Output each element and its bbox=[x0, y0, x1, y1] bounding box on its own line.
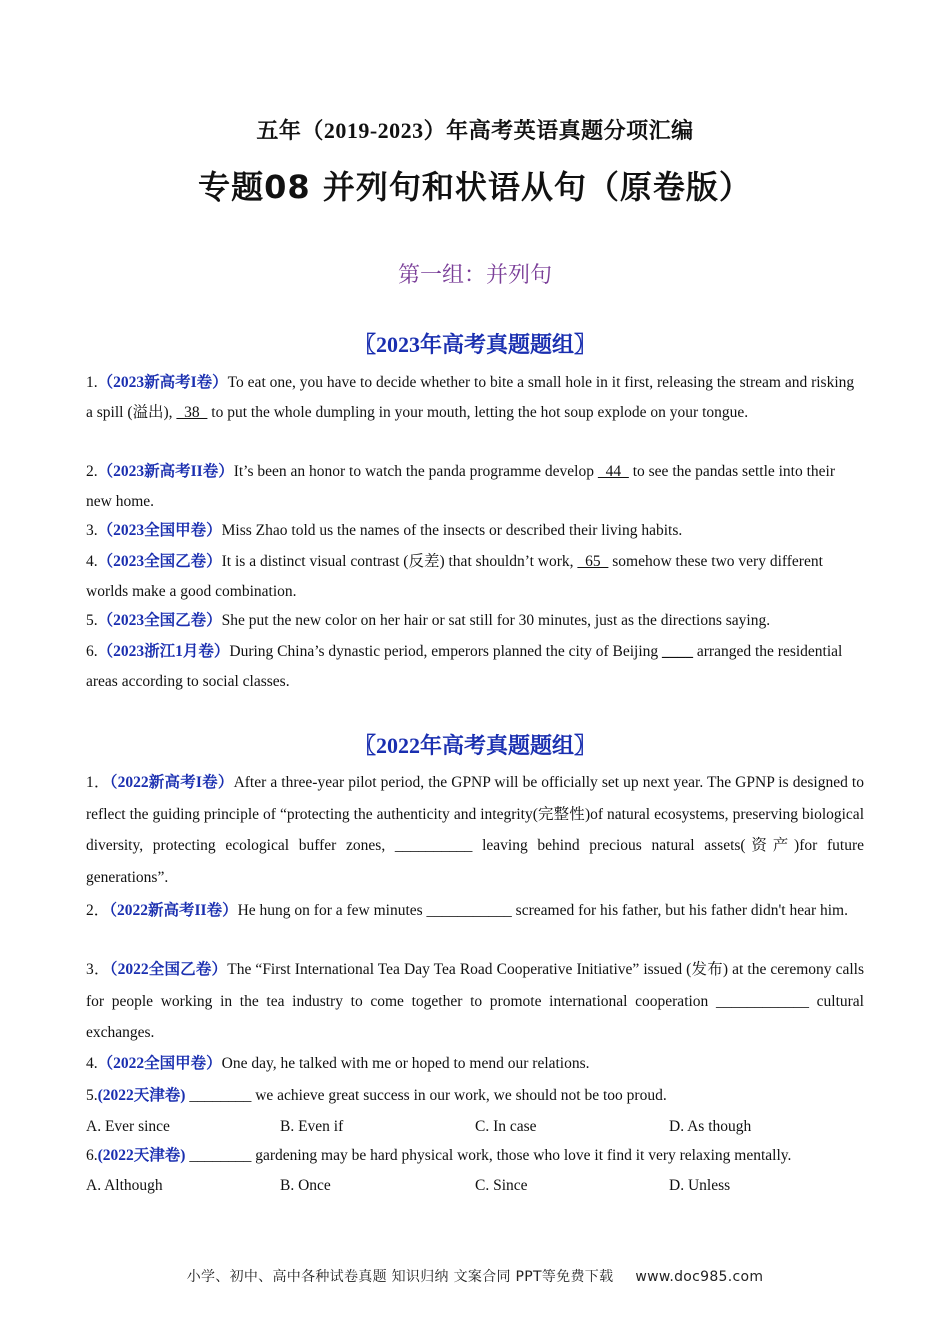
question-number: 1． bbox=[86, 774, 110, 791]
question-number: 5. bbox=[86, 1087, 98, 1104]
question-number: 2. bbox=[86, 463, 98, 480]
main-title: 专题08 并列句和状语从句（原卷版） bbox=[198, 168, 752, 206]
question-text: It is a distinct visual contrast (反差) that shouldn’t work, bbox=[221, 553, 578, 570]
question-source-tag: （2023全国乙卷） bbox=[97, 553, 222, 570]
super-title: 五年（2019-2023）年高考英语真题分项汇编 bbox=[256, 118, 694, 143]
question-text: ________ we achieve great success in our work, we should not be too proud. bbox=[185, 1087, 667, 1104]
question-source-tag: （2023全国甲卷） bbox=[97, 522, 222, 539]
answer-blank: 38 bbox=[176, 403, 208, 421]
question-text: During China’s dynastic period, emperors planned the city of Beijing bbox=[229, 643, 663, 660]
option-b: B. Even if bbox=[280, 1118, 344, 1135]
question-text-cont: arranged the residential areas according to social classes. bbox=[86, 643, 843, 690]
footer-text: 小学、初中、高中各种试卷真题 知识归纳 文案合同 PPT等免费下载 bbox=[186, 1269, 614, 1285]
question-2023-1 bbox=[86, 368, 864, 427]
question-2022-1 bbox=[86, 767, 864, 893]
question-number: 6. bbox=[86, 1147, 98, 1164]
option-a: A. Although bbox=[86, 1177, 163, 1194]
question-text: It’s been an honor to watch the panda programme develop bbox=[233, 463, 598, 480]
question-source-tag: (2022天津卷) bbox=[97, 1087, 186, 1104]
question-text-cont: somehow these two very different worlds make a good combination. bbox=[86, 553, 823, 600]
question-text: One day, he talked with me or hoped to mend our relations. bbox=[221, 1055, 590, 1072]
question-text-cont: to put the whole dumpling in your mouth, letting the hot soup explode on your tongue. bbox=[207, 403, 749, 421]
answer-blank: ____ bbox=[662, 643, 694, 660]
answer-blank: 65 bbox=[577, 553, 609, 570]
section-title-2022: 〖2022年高考真题题组〗 bbox=[353, 733, 596, 758]
question-text: ________ gardening may be hard physical work, those who love it find it very relaxing mentally. bbox=[185, 1147, 792, 1164]
question-number: 2． bbox=[86, 902, 110, 919]
question-text: Miss Zhao told us the names of the insects or described their living habits. bbox=[221, 522, 683, 539]
section-title-2023: 〖2023年高考真题题组〗 bbox=[353, 332, 596, 357]
question-number: 5. bbox=[86, 612, 98, 629]
question-number: 4. bbox=[86, 553, 98, 570]
question-number: 4. bbox=[86, 1055, 98, 1072]
option-b: B. Once bbox=[280, 1177, 331, 1194]
question-source-tag: （2022全国乙卷） bbox=[109, 961, 228, 978]
question-source-tag: （2023浙江1月卷） bbox=[97, 643, 230, 660]
option-d: D. Unless bbox=[669, 1177, 731, 1194]
question-source-tag: （2023全国乙卷） bbox=[97, 612, 222, 629]
question-text: He hung on for a few minutes ___________ screamed for his father, but his father didn't hear him. bbox=[237, 902, 848, 919]
question-source-tag: （2022全国甲卷） bbox=[97, 1055, 222, 1072]
question-2023-5 bbox=[86, 606, 864, 636]
group-title: 第一组：并列句 bbox=[397, 263, 552, 288]
answer-blank: 44 bbox=[597, 463, 629, 480]
question-source-tag: （2022新高考I卷） bbox=[109, 774, 234, 791]
option-d: D. As though bbox=[669, 1118, 752, 1135]
question-source-tag: （2022新高考II卷） bbox=[109, 902, 238, 919]
question-2023-2 bbox=[86, 457, 864, 516]
option-a: A. Ever since bbox=[86, 1118, 170, 1135]
question-number: 3. bbox=[86, 522, 98, 539]
question-text: After a three-year pilot period, the GPNP will be officially set up next year. The GPNP is designed to reflect the guiding principle of “protecting the authenticity and integrity(完整性)of natural ecosystems, preserving biological diversity, protecting ecological buffer zones, __________ leaving behind precious natural assets(资产)for future generations”. bbox=[86, 774, 864, 886]
question-2022-4 bbox=[86, 1049, 864, 1079]
question-number: 6. bbox=[86, 643, 98, 660]
question-text-cont: to see the pandas settle into their new home. bbox=[86, 463, 836, 510]
question-source-tag: (2022天津卷) bbox=[97, 1147, 186, 1164]
question-2023-3 bbox=[86, 516, 864, 546]
question-text: The “First International Tea Day Tea Road Cooperative Initiative” issued (发布) at the ceremony calls for people working in the tea industry to come together to promote international cooperation ____________ cultural exchanges. bbox=[86, 961, 864, 1041]
question-2022-2 bbox=[86, 896, 864, 926]
question-2023-6 bbox=[86, 637, 864, 696]
question-text: She put the new color on her hair or sat still for 30 minutes, just as the directions saying. bbox=[221, 612, 771, 629]
question-2022-6 bbox=[86, 1141, 864, 1171]
question-number: 3． bbox=[86, 961, 110, 978]
question-source-tag: （2023新高考II卷） bbox=[97, 463, 234, 480]
footer-url-link[interactable]: www.doc985.com bbox=[635, 1269, 764, 1285]
question-number: 1. bbox=[86, 374, 98, 391]
question-text: To eat one, you have to decide whether to bite a small hole in it first, releasing the stream and risking a spill (溢出), bbox=[86, 374, 855, 421]
footer bbox=[0, 1266, 950, 1286]
question-2023-4 bbox=[86, 547, 864, 606]
option-c: C. In case bbox=[475, 1118, 537, 1135]
question-source-tag: （2023新高考I卷） bbox=[97, 374, 228, 391]
question-2022-3 bbox=[86, 954, 864, 1049]
option-c: C. Since bbox=[475, 1177, 528, 1194]
question-2022-5 bbox=[86, 1081, 864, 1111]
